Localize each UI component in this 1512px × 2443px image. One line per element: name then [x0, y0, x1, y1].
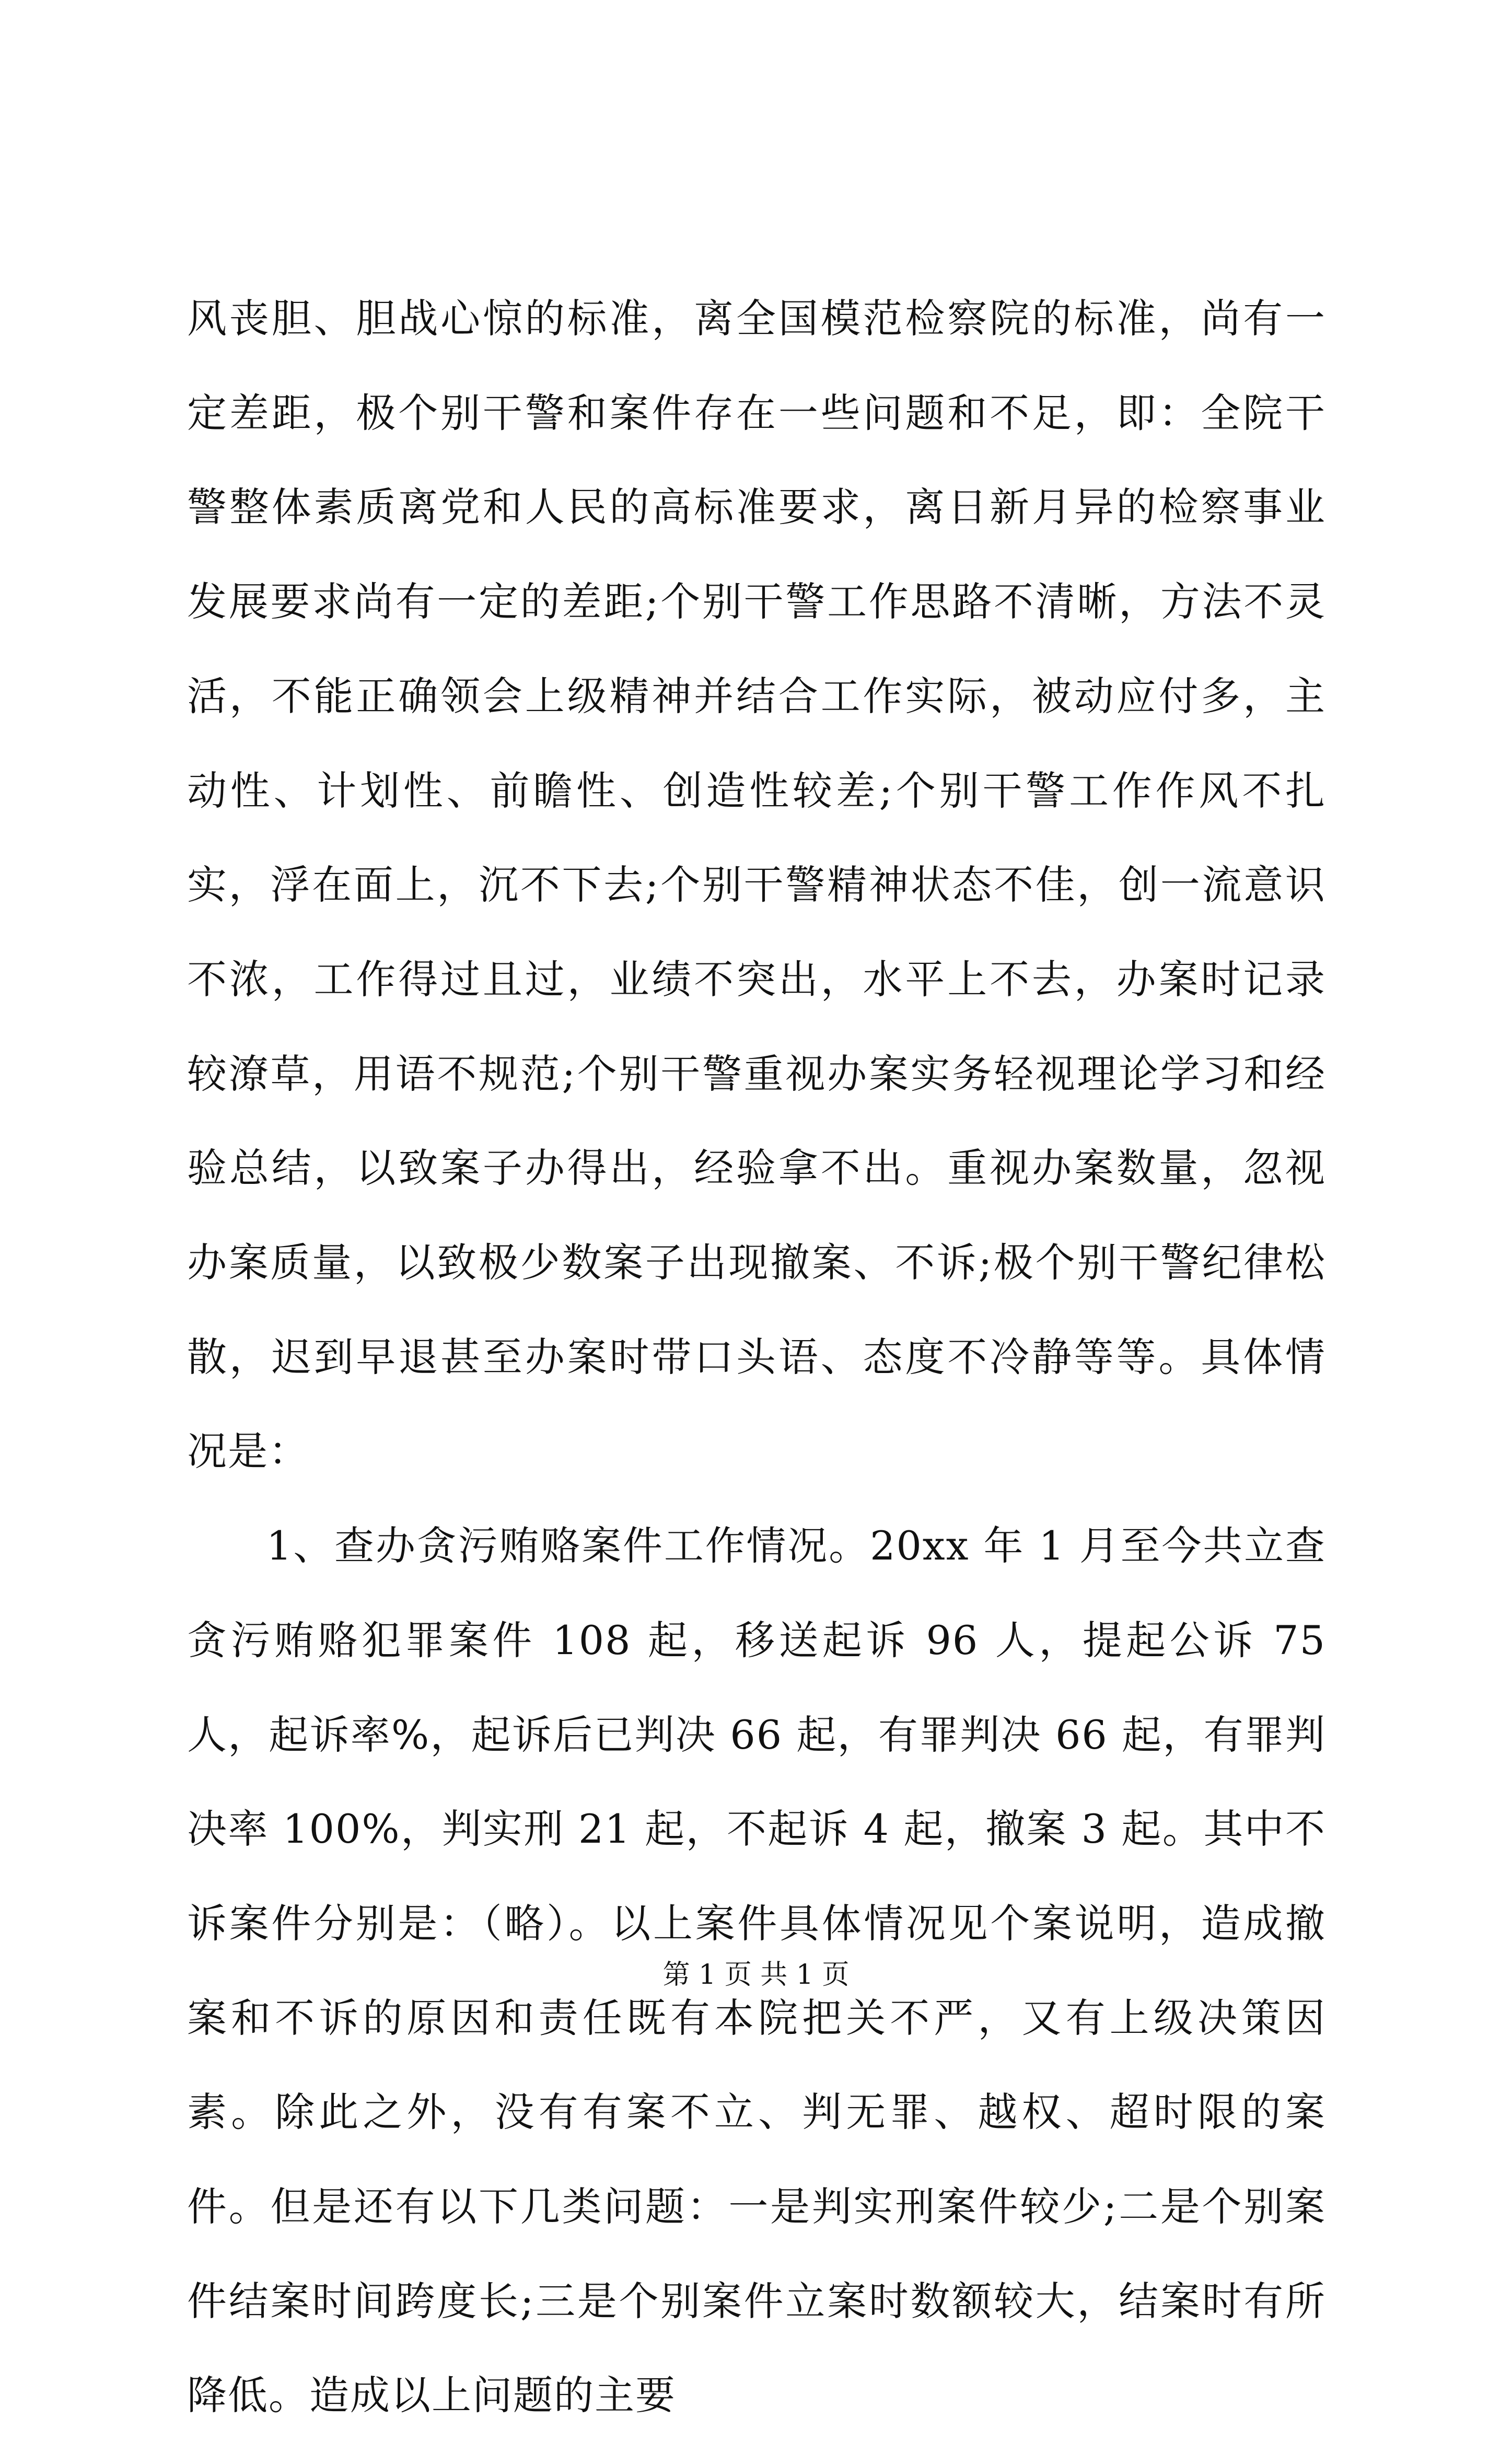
paragraph-continuation: 风丧胆、胆战心惊的标准，离全国模范检察院的标准，尚有一定差距，极个别干警和案件存在一些问题和不足，即：全院干警整体素质离党和人民的高标准要求，离日新月异的检察事业发展要求尚有一定的差距;个别干警工作思路不清晰，方法不灵活，不能正确领会上级精神并结合工作实际，被动应付多，主动性、计划性、前瞻性、创造性较差;个别干警工作作风不扎实，浮在面上，沉不下去;个别干警精神状态不佳，创一流意识不浓，工作得过且过，业绩不突出，水平上不去，办案时记录较潦草，用语不规范;个别干警重视办案实务轻视理论学习和经验总结，以致案子办得出，经验拿不出。重视办案数量，忽视办案质量，以致极少数案子出现撤案、不诉;极个别干警纪律松散，迟到早退甚至办案时带口头语、态度不冷静等等。具体情况是：: [187, 295, 1326, 1475]
paragraph-case-work: 1、查办贪污贿赂案件工作情况。20xx 年 1 月至今共立查贪污贿赂犯罪案件 108 起，移送起诉 96 人，提起公诉 75 人，起诉率%，起诉后已判决 66 起，有罪判决 66 起，有罪判决率 100%，判实刑 21 起，不起诉 4 起，撤案 3 起。其中不诉案件分别是：（略）。以上案件具体情况见个案说明，造成撤案和不诉的原因和责任既有本院把关不严，又有上级决策因素。除此之外，没有有案不立、判无罪、越权、超时限的案件。但是还有以下几类问题：一是判实刑案件较少;二是个别案件结案时间跨度长;三是个别案件立案时数额较大，结案时有所降低。造成以上问题的主要: [187, 1522, 1326, 2419]
page-footer: 第 1 页 共 1 页: [662, 1959, 850, 1991]
document-body: [187, 272, 1326, 2443]
